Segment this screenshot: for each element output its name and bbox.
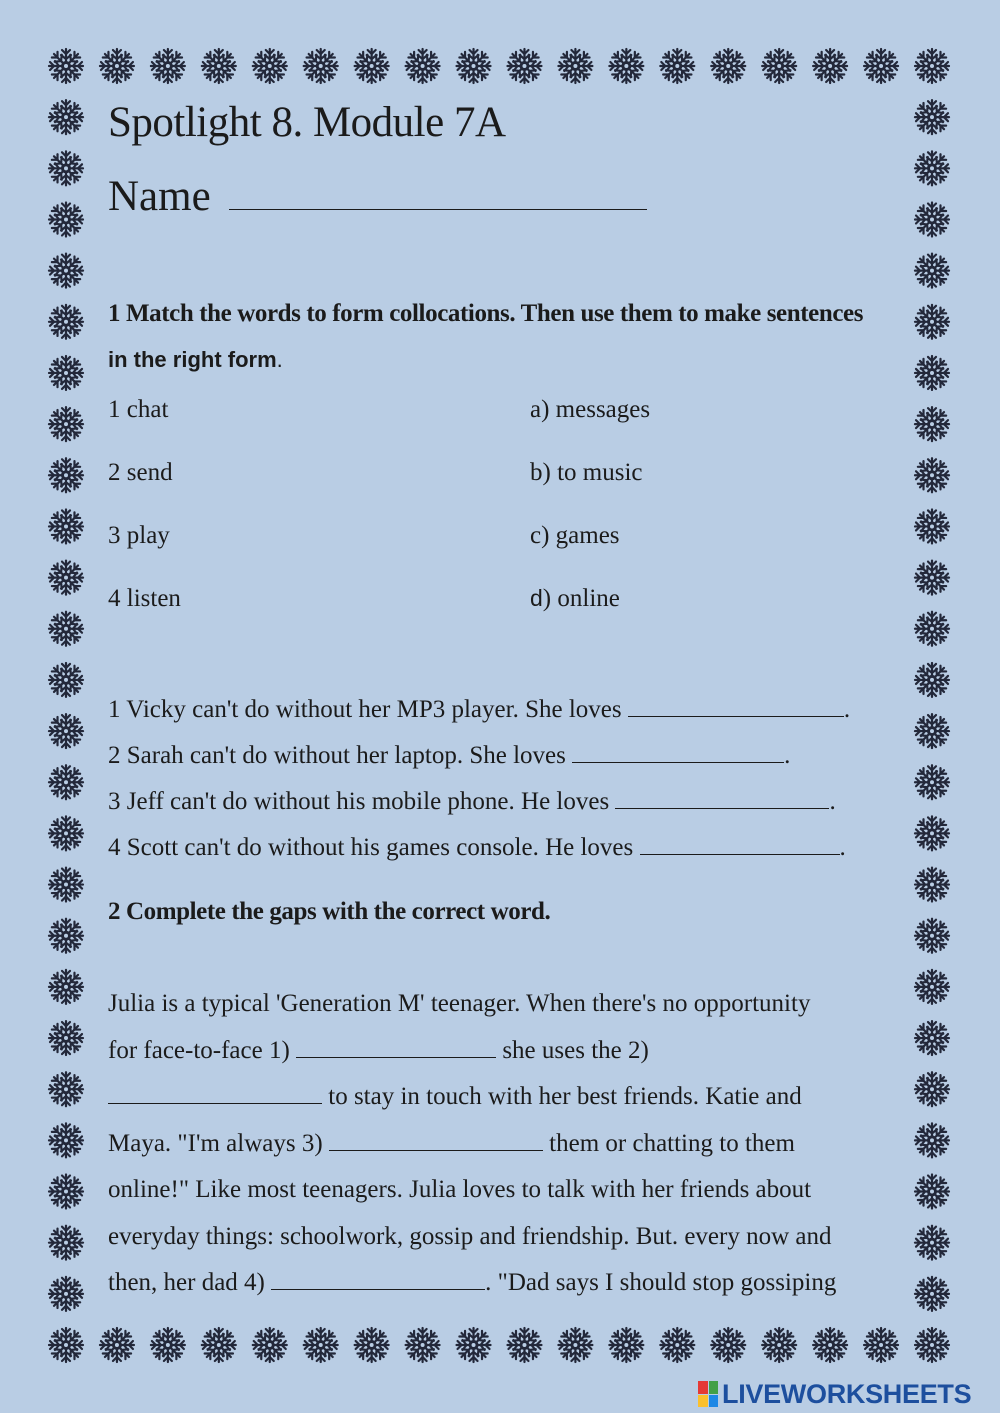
match-left-item: 2 send [108, 459, 173, 486]
snowflake-icon [49, 663, 83, 697]
task1-instruction-line1: 1 Match the words to form collocations. Then use them to make sentences [108, 300, 864, 327]
passage-text: to stay in touch with her best friends. Katie and [328, 1083, 802, 1110]
passage-gap-4[interactable] [271, 1271, 485, 1290]
passage-line: Julia is a typical 'Generation M' teenager. When there's no opportunity [108, 990, 811, 1017]
snowflake-icon [915, 151, 949, 185]
snowflake-icon [457, 1328, 491, 1362]
task2-instruction: 2 Complete the gaps with the correct word. [108, 898, 551, 925]
snowflake-icon [813, 49, 847, 83]
snowflake-icon [915, 970, 949, 1004]
snowflake-icon [49, 1021, 83, 1055]
match-right-item: a) messages [530, 396, 651, 423]
snowflake-icon [49, 305, 83, 339]
snowflake-icon [49, 100, 83, 134]
snowflake-icon [49, 202, 83, 236]
match-left-item: 4 listen [108, 585, 181, 612]
snowflake-icon [202, 49, 236, 83]
snowflake-icon [660, 1328, 694, 1362]
snowflake-icon [49, 49, 83, 83]
logo-text: LIVEWORKSHEETS [722, 1378, 972, 1409]
passage-line: everyday things: schoolwork, gossip and friendship. But. every now and [108, 1223, 832, 1250]
passage-gap-1[interactable] [296, 1039, 496, 1058]
liveworksheets-logo[interactable] [698, 1376, 971, 1412]
passage-text: . "Dad says I should stop gossiping [485, 1269, 837, 1296]
snowflake-icon [915, 49, 949, 83]
sentence-answer-gap[interactable] [572, 744, 784, 763]
sentence-text: 3 Jeff can't do without his mobile phone. He loves [108, 788, 610, 815]
passage-text: then, her dad 4) [108, 1269, 265, 1296]
sentence-answer-gap[interactable] [640, 836, 840, 855]
snowflake-icon [49, 714, 83, 748]
snowflake-icon [864, 1328, 898, 1362]
snowflake-icon [915, 1021, 949, 1055]
snowflake-icon [915, 254, 949, 288]
snowflake-icon [355, 49, 389, 83]
snowflake-icon [711, 1328, 745, 1362]
passage-line [108, 1130, 795, 1158]
passage-text: she uses the 2) [502, 1037, 649, 1064]
sentence-answer-gap[interactable] [628, 698, 844, 717]
sentence-end: . [829, 788, 836, 815]
sentence-text: 4 Scott can't do without his games console. He loves [108, 834, 634, 861]
snowflake-icon [507, 1328, 541, 1362]
snowflake-icon [609, 1328, 643, 1362]
sentence-1 [108, 696, 850, 724]
sentence-end: . [839, 834, 846, 861]
snowflake-icon [915, 1277, 949, 1311]
snowflake-icon [915, 1328, 949, 1362]
snowflake-icon [304, 49, 338, 83]
snowflake-icon [151, 1328, 185, 1362]
snowflake-icon [151, 49, 185, 83]
name-input-line[interactable] [229, 179, 647, 210]
snowflake-icon [457, 49, 491, 83]
snowflake-icon [49, 1072, 83, 1106]
snowflake-icon [915, 458, 949, 492]
snowflake-icon [915, 714, 949, 748]
passage-text: for face-to-face 1) [108, 1037, 290, 1064]
snowflake-icon [49, 1277, 83, 1311]
snowflake-icon [762, 1328, 796, 1362]
snowflake-icon [507, 49, 541, 83]
snowflake-icon [915, 509, 949, 543]
match-right-item: b) to music [530, 459, 643, 486]
snowflake-icon [49, 816, 83, 850]
passage-text: Maya. "I'm always 3) [108, 1130, 323, 1157]
snowflake-icon [813, 1328, 847, 1362]
sentence-text: 2 Sarah can't do without her laptop. She loves [108, 742, 566, 769]
snowflake-icon [49, 151, 83, 185]
passage-line [108, 1269, 836, 1297]
snowflake-icon [49, 407, 83, 441]
snowflake-icon [202, 1328, 236, 1362]
snowflake-icon [49, 356, 83, 390]
snowflake-icon [915, 305, 949, 339]
snowflake-icon [558, 49, 592, 83]
task1-instruction-dot: . [276, 347, 283, 372]
sentence-end: . [843, 696, 851, 723]
snowflake-icon [406, 49, 440, 83]
sentence-text: 1 Vicky can't do without her MP3 player. She loves [108, 696, 622, 723]
snowflake-icon [915, 407, 949, 441]
snowflake-icon [100, 49, 134, 83]
match-right-item: c) games [530, 522, 620, 549]
sentence-4 [108, 834, 846, 862]
passage-gap-2[interactable] [108, 1085, 322, 1104]
task1-instruction-part2: in the right form [108, 347, 277, 372]
name-label: Name [108, 173, 211, 220]
match-right-letter: d [530, 585, 543, 611]
snowflake-icon [253, 49, 287, 83]
snowflake-icon [915, 1175, 949, 1209]
snowflake-icon [915, 868, 949, 902]
logo-mark-icon [698, 1381, 718, 1407]
snowflake-icon [864, 49, 898, 83]
snowflake-icon [915, 765, 949, 799]
sentence-3 [108, 788, 836, 816]
snowflake-icon [915, 561, 949, 595]
snowflake-icon [660, 49, 694, 83]
snowflake-icon [304, 1328, 338, 1362]
snowflake-icon [49, 458, 83, 492]
snowflake-icon [49, 765, 83, 799]
match-left-item: 3 play [108, 522, 170, 549]
snowflake-icon [915, 1072, 949, 1106]
snowflake-icon [49, 254, 83, 288]
snowflake-icon [915, 612, 949, 646]
snowflake-icon [915, 1123, 949, 1157]
snowflake-icon [49, 919, 83, 953]
match-left-item: 1 chat [108, 396, 169, 423]
sentence-2 [108, 742, 790, 770]
worksheet-title: Spotlight 8. Module 7A [108, 99, 506, 146]
snowflake-icon [49, 1175, 83, 1209]
snowflake-icon [915, 663, 949, 697]
snowflake-icon [49, 509, 83, 543]
snowflake-icon [915, 202, 949, 236]
snowflake-icon [100, 1328, 134, 1362]
snowflake-icon [406, 1328, 440, 1362]
sentence-answer-gap[interactable] [615, 790, 829, 809]
match-right-rest: ) online [542, 585, 620, 612]
passage-line: online!" Like most teenagers. Julia loves to talk with her friends about [108, 1176, 812, 1203]
task1-instruction-line2 [108, 347, 283, 373]
sentence-end: . [784, 742, 791, 769]
snowflake-icon [915, 356, 949, 390]
snowflake-icon [915, 100, 949, 134]
snowflake-icon [49, 1328, 83, 1362]
snowflake-icon [762, 49, 796, 83]
passage-line [108, 1083, 802, 1111]
snowflake-icon [49, 970, 83, 1004]
snowflake-icon [915, 1226, 949, 1260]
snowflake-icon [49, 1226, 83, 1260]
snowflake-icon [915, 919, 949, 953]
passage-line [108, 1037, 649, 1065]
passage-text: them or chatting to them [549, 1130, 795, 1157]
passage-gap-3[interactable] [329, 1132, 543, 1151]
match-right-item [530, 585, 620, 613]
snowflake-icon [711, 49, 745, 83]
name-field [108, 172, 647, 221]
snowflake-icon [49, 868, 83, 902]
snowflake-icon [253, 1328, 287, 1362]
snowflake-icon [49, 612, 83, 646]
snowflake-icon [49, 1123, 83, 1157]
snowflake-icon [355, 1328, 389, 1362]
snowflake-icon [49, 561, 83, 595]
snowflake-icon [609, 49, 643, 83]
snowflake-icon [915, 816, 949, 850]
snowflake-icon [558, 1328, 592, 1362]
